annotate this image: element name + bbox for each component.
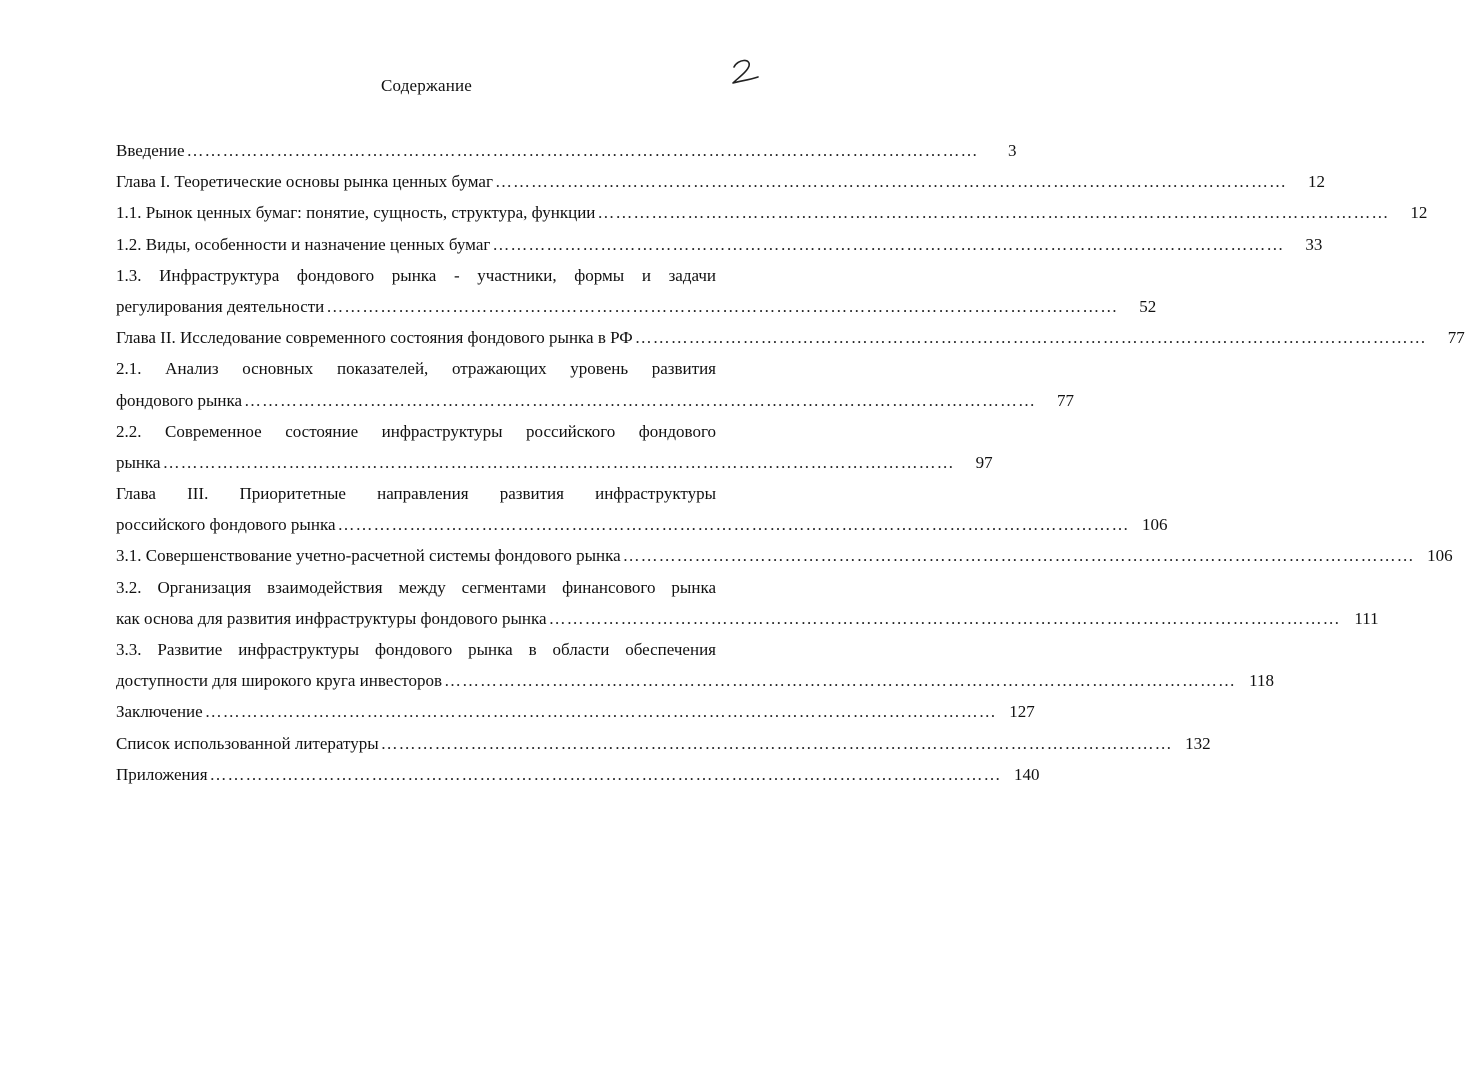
toc-entry [116,229,1323,260]
toc-leader-dots: …………………………………………………………………………………………………………………… [492,234,1285,254]
toc-entry-title: Заключение [116,702,203,722]
toc-entry [116,166,1325,197]
toc-entry-title: 3.1. Совершенствование учетно-расчетной системы фондового рынка [116,546,621,566]
toc-page-number: 3 [1008,141,1017,160]
toc-entry [116,322,1465,353]
toc-entry [116,135,1017,166]
toc-leader-dots: …………………………………………………………………………………………………………………… [622,546,1415,566]
toc-page-number: 118 [1249,671,1275,691]
toc-entry [116,291,1157,322]
toc-leader-dots: …………………………………………………………………………………………………………………… [244,390,1037,410]
toc-entry-title: регулирования деятельности [116,296,325,316]
toc-entry-title: как основа для развития инфраструктуры фондового рынка [116,608,547,628]
toc-entry-title: Введение [116,141,185,160]
toc-entry-title: Список использованной литературы [116,733,379,753]
table-of-contents [116,135,1465,790]
toc-page-number: 33 [1305,234,1323,254]
toc-entry-title-line1: 3.3. Развитие инфраструктуры фондового рынка в области обеспечения [116,640,716,659]
toc-page-number: 77 [1447,328,1465,348]
page-title: Содержание [380,76,473,95]
toc-entry-title: доступности для широкого круга инвесторов [116,671,443,691]
toc-page-number: 111 [1354,608,1379,628]
toc-entry-title-line1: 3.2. Организация взаимодействия между сегментами финансового рынка [116,577,716,597]
toc-page-number: 127 [1009,702,1035,722]
toc-entry [116,759,1040,790]
toc-leader-dots: …………………………………………………………………………………………………………………… [494,172,1287,192]
toc-entry-title: российского фондового рынка [116,515,336,535]
toc-leader-dots: …………………………………………………………………………………………………………………… [634,328,1427,348]
toc-leader-dots: …………………………………………………………………………………………………………………… [548,608,1341,628]
toc-page-number: 140 [1014,764,1040,784]
toc-entry [116,603,1379,634]
toc-entry-title: Глава I. Теоретические основы рынка ценных бумаг [116,172,493,192]
toc-entry [116,447,993,478]
toc-entry [116,728,1211,759]
toc-entry-title-line1: 1.3. Инфраструктура фондового рынка - участники, формы и задачи [116,265,716,285]
toc-entry-title-line1: 2.2. Современное состояние инфраструктуры российского фондового [116,421,716,441]
toc-leader-dots: …………………………………………………………………………………………………………………… [444,671,1237,691]
toc-entry [116,509,1168,540]
toc-entry-title-line1: Глава III. Приоритетные направления развития инфраструктуры [116,484,716,504]
toc-entry [116,385,1075,416]
toc-entry [116,197,1428,228]
toc-entry-title: Глава II. Исследование современного состояния фондового рынка в РФ [116,328,633,348]
toc-entry-title-line1: 2.1. Анализ основных показателей, отражающих уровень развития [116,359,716,379]
toc-leader-dots: …………………………………………………………………………………………………………………… [597,203,1390,223]
toc-leader-dots: …………………………………………………………………………………………………………………… [380,733,1173,753]
toc-page-number: 132 [1185,733,1211,753]
toc-page-number: 12 [1307,172,1325,192]
toc-entry-title: рынка [116,452,161,472]
toc-entry [116,665,1275,696]
toc-page-number: 106 [1427,546,1453,566]
toc-page-number: 12 [1410,203,1428,223]
toc-page-number: 77 [1057,390,1075,410]
toc-leader-dots: …………………………………………………………………………………………………………………… [204,702,997,722]
toc-page-number: 106 [1142,515,1168,535]
toc-entry [116,540,1453,571]
toc-entry [116,696,1035,727]
toc-leader-dots: …………………………………………………………………………………………………………………… [337,515,1130,535]
toc-entry-title: Приложения [116,764,208,784]
toc-leader-dots: …………………………………………………………………………………………………………………… [186,141,979,160]
toc-page-number: 52 [1139,296,1157,316]
toc-leader-dots: …………………………………………………………………………………………………………………… [162,452,955,472]
toc-leader-dots: …………………………………………………………………………………………………………………… [209,764,1002,784]
toc-entry-title: фондового рынка [116,390,243,410]
toc-leader-dots: …………………………………………………………………………………………………………………… [326,296,1119,316]
toc-page-number: 97 [975,452,993,472]
toc-entry-title: 1.1. Рынок ценных бумаг: понятие, сущность, структура, функции [116,203,596,223]
toc-entry-title: 1.2. Виды, особенности и назначение ценных бумаг [116,234,491,254]
